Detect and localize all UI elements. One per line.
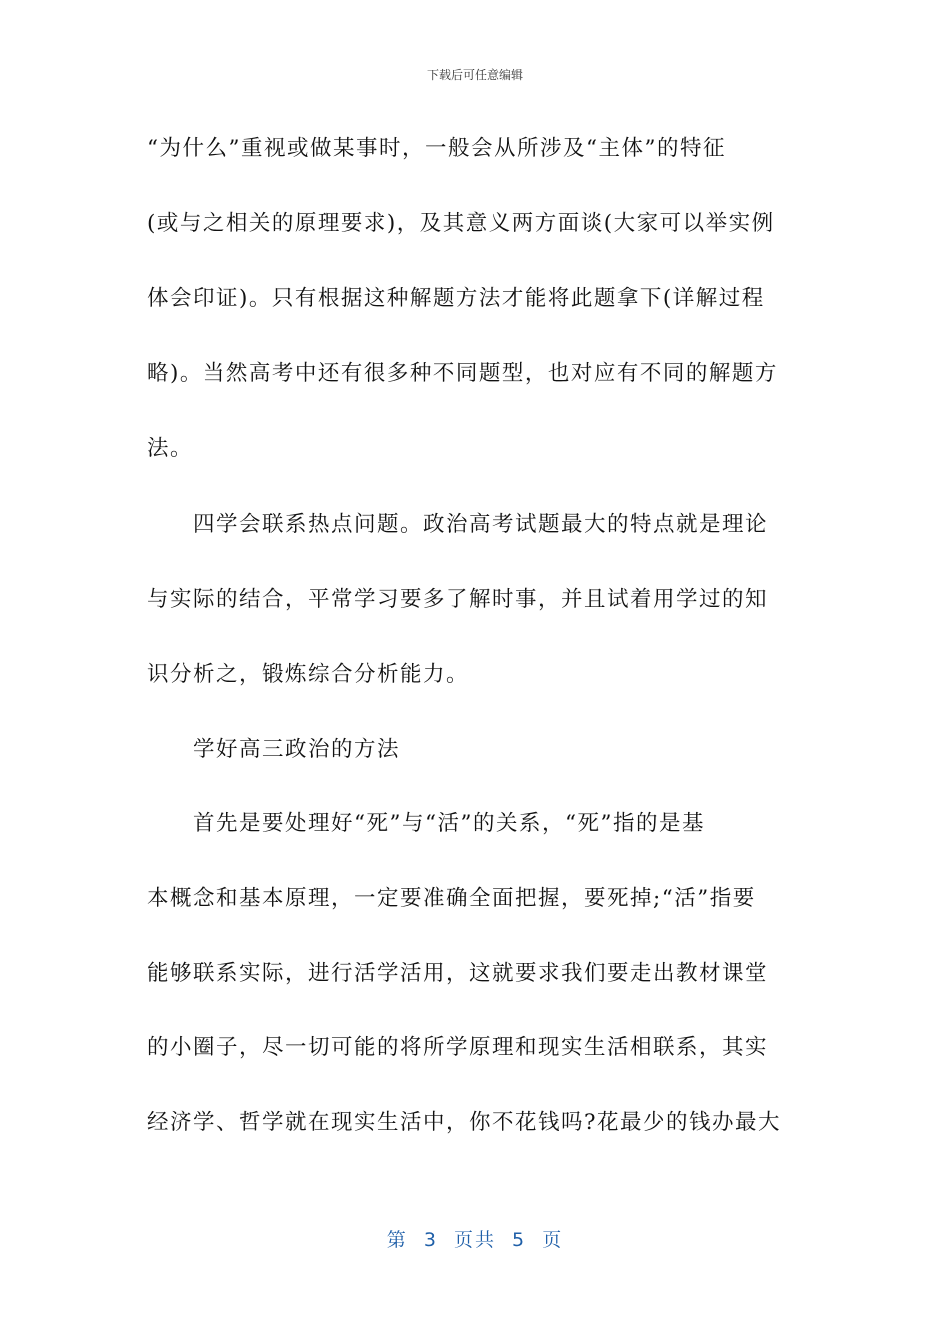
page-footer (0, 1225, 950, 1252)
body-line: 首先是要处理好“死”与“活”的关系，“死”指的是基 (147, 811, 705, 836)
footer-prefix: 第 (386, 1229, 408, 1251)
body-line: 与实际的结合，平常学习要多了解时事，并且试着用学过的知 (147, 587, 769, 612)
page-header: 下载后可任意编辑 (426, 68, 523, 82)
body-line: (或与之相关的原理要求)，及其意义两方面谈(大家可以举实例 (147, 211, 775, 236)
current-page-number: 3 (423, 1229, 438, 1251)
footer-suffix: 页 (542, 1229, 564, 1251)
body-line: 法。 (147, 436, 194, 461)
footer-middle: 页共 (453, 1229, 496, 1251)
section-heading: 学好高三政治的方法 (147, 737, 401, 762)
total-page-number: 5 (512, 1229, 527, 1251)
body-line: 经济学、哲学就在现实生活中，你不花钱吗?花最少的钱办最大 (147, 1110, 782, 1135)
body-line: 四学会联系热点问题。政治高考试题最大的特点就是理论 (147, 512, 769, 537)
body-line: “为什么”重视或做某事时，一般会从所涉及“主体”的特征 (147, 136, 726, 161)
body-line: 的小圈子，尽一切可能的将所学原理和现实生活相联系，其实 (147, 1035, 769, 1060)
body-line: 略)。当然高考中还有很多种不同题型，也对应有不同的解题方 (147, 361, 778, 386)
body-line: 能够联系实际，进行活学活用，这就要求我们要走出教材课堂 (147, 961, 769, 986)
body-line: 识分析之，锻炼综合分析能力。 (147, 662, 470, 687)
body-line: 体会印证)。只有根据这种解题方法才能将此题拿下(详解过程 (147, 286, 765, 311)
body-line: 本概念和基本原理，一定要准确全面把握，要死掉;“活”指要 (147, 886, 756, 911)
